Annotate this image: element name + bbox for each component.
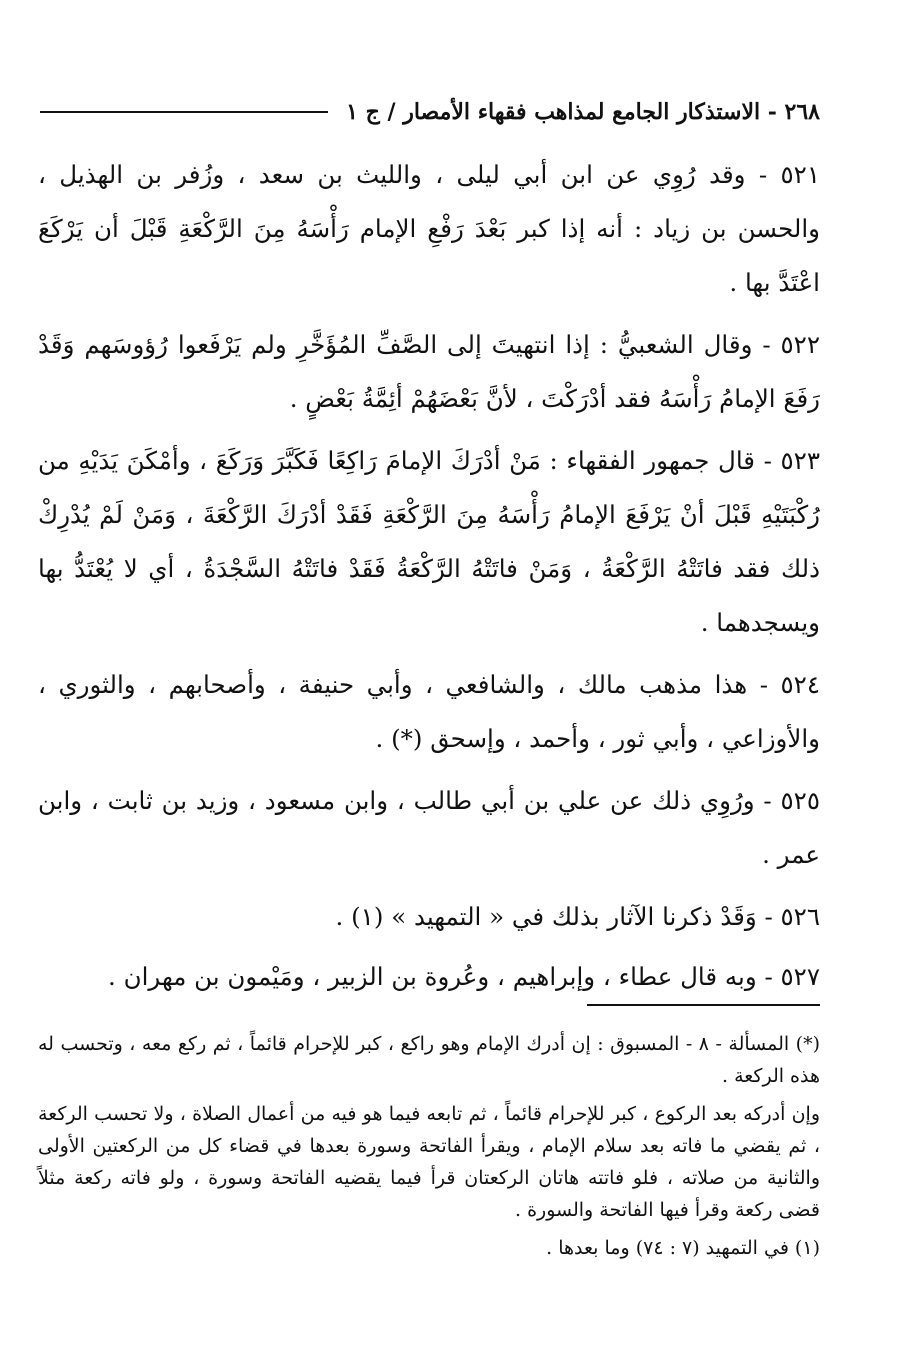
paragraph-521: ٥٢١ - وقد رُوِي عن ابن أبي ليلى ، والليث بن سعد ، وزُفر بن الهذيل ، والحسن بن زياد : أنه إذا كبر بَعْدَ رَفْعِ الإمام رَأْسَهُ مِنَ الرَّكْعَةِ قَبْلَ أن يَرْكَعَ اعْتَدَّ بها . bbox=[38, 160, 820, 297]
paragraph-523: ٥٢٣ - قال جمهور الفقهاء : مَنْ أدْرَكَ الإمامَ رَاكِعًا فَكَبَّرَ وَرَكَعَ ، وأمْكَنَ يَدَيْهِ من رُكْبَتَيْهِ قَبْلَ أنْ يَرْفَعَ الإمامُ رَأْسَهُ مِنَ الرَّكْعَةِ فَقَدْ أدْرَكَ الرَّكْعَةَ ، وَمَنْ لَمْ يُدْرِكْ ذلك فقد فاتَتْهُ الرَّكْعَةُ ، وَمَنْ فاتَتْهُ الرَّكْعَةُ فَقَدْ فاتَتْهُ السَّجْدَةُ ، أي لا يُعْتَدُّ بها ويسجدهما . bbox=[38, 446, 820, 637]
paragraph-527: ٥٢٧ - وبه قال عطاء ، وإبراهيم ، وعُروة بن الزبير ، ومَيْمون بن مهران . bbox=[108, 962, 820, 991]
paragraph-522: ٥٢٢ - وقال الشعبيُّ : إذا انتهيتَ إلى الصَّفِّ المُؤَخَّرِ ولم يَرْفَعوا رُؤوسَهم وَقَدْ رَفَعَ الإمامُ رَأْسَهُ فقد أدْرَكْتَ ، لأنَّ بَعْضَهُمْ أئِمَّةُ بَعْضٍ . bbox=[38, 330, 820, 413]
footnote-issue-8-continued: وإن أدركه بعد الركوع ، كبر للإحرام قائماً ، ثم تابعه فيما هو فيه من أعمال الصلاة ، ولا تحسب الركعة ، ثم يقضي ما فاته بعد سلام الإمام ، ويقرأ الفاتحة وسورة بعدها في قضاء كل من الركعتين الأولى والثانية من صلاته ، فلو فاتته هاتان الركعتان قرأ فيما يقضيه الفاتحة وسورة ، ولو فاته ركعة مثلاً قضى ركعة وقرأ فيها الفاتحة والسورة . bbox=[38, 1103, 821, 1221]
footnote-issue-8: (*) المسألة - ٨ - المسبوق : إن أدرك الإمام وهو راكع ، كبر للإحرام قائماً ، ثم ركع معه ، وتحسب له هذه الركعة . bbox=[38, 1033, 820, 1087]
main-text bbox=[38, 148, 820, 1010]
footnote-separator bbox=[587, 1004, 820, 1006]
paragraph-526: ٥٢٦ - وَقَدْ ذكرنا الآثار بذلك في « التمهيد » (١) . bbox=[335, 902, 820, 931]
header-rule bbox=[40, 111, 328, 113]
paragraph-524: ٥٢٤ - هذا مذهب مالك ، والشافعي ، وأبي حنيفة ، وأصحابهم ، والثوري ، والأوزاعي ، وأبي ثور ، وأحمد ، وإسحق (*) . bbox=[38, 670, 820, 753]
paragraph-525: ٥٢٥ - ورُوِي ذلك عن علي بن أبي طالب ، وابن مسعود ، وزيد بن ثابت ، وابن عمر . bbox=[38, 786, 820, 869]
running-header bbox=[40, 92, 820, 132]
footnotes bbox=[38, 1028, 820, 1270]
footnote-1: (١) في التمهيد (٧ : ٧٤) وما بعدها . bbox=[546, 1237, 820, 1259]
header-text: ٢٦٨ - الاستذكار الجامع لمذاهب فقهاء الأمصار / ج ١ bbox=[346, 99, 820, 125]
